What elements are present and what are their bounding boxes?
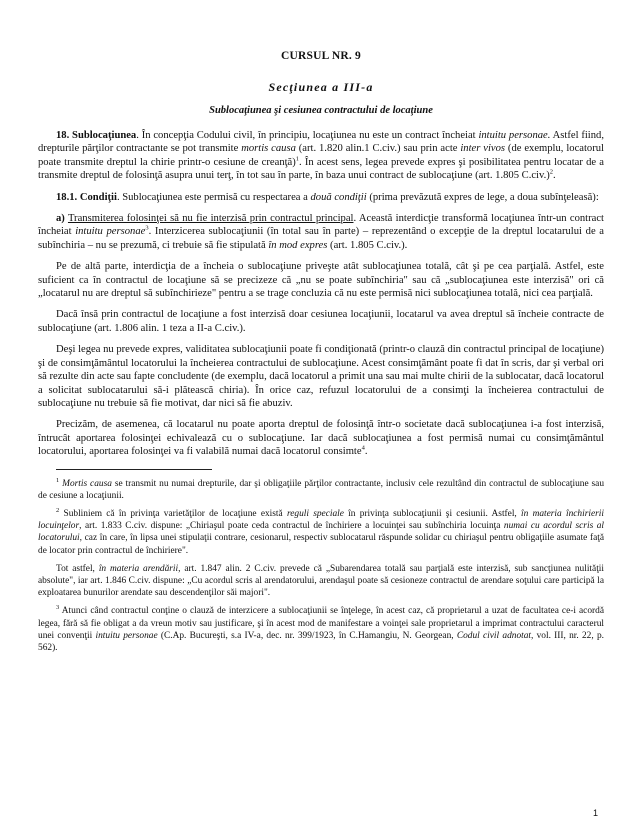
text: , art. 1.847 alin. 2 C.civ. prevede că „Subarendarea totală sau parţială este interzisă, sub sancţiunea nulităţii absolute", iar art. 1.846 C.civ. dispune: „Cu acordul scris al arendatorului, arendaşul poate să cesioneze contractul de arendare soţului care participă la exploatarea bunurilor arendate sau descendenţilor săi majori". [38, 563, 605, 599]
condition-a-heading: Transmiterea folosinţei să nu fie interzisă prin contractul principal [67, 213, 354, 225]
footnotes [38, 478, 604, 655]
emphasis: mortis causa [241, 143, 296, 155]
section-number-18-1: 18.1. Condiţii [56, 191, 117, 203]
text: (prima prevăzută expres de lege, a doua subînţeleasă): [366, 191, 599, 203]
footnote-ref-1[interactable]: 1 [295, 155, 300, 163]
text: Subliniem că în privinţa varietăţilor de locaţiune există [59, 508, 287, 519]
footnote-number: 2 [56, 506, 60, 514]
text: . Interzicerea sublocaţiunii (în total sau în parte) – reprezentând o excepţie de la dreptul locatarului de a subînchiria – nu se prezumă, ci trebuie să fie stipulată [38, 226, 604, 251]
footnote-2-continued [38, 563, 604, 600]
course-title: CURSUL NR. 9 [280, 50, 362, 62]
paragraph-interdictie: Pe de altă parte, interdicţia de a încheia o sublocaţiune priveşte atât sublocaţiunea totală, cât şi pe cea parţială. Astfel, este suficient ca în contractul de locaţiune să se precizeze că „nu se poate subînchiria" sau că „sublocaţiunea este interzisă" ori că „locatarul nu are dreptul să subînchirieze" pentru a se trage concluzia că nu este permisă nici sublocaţiunea totală, nici cea parţială. [38, 261, 604, 300]
paragraph-aport [38, 418, 604, 458]
text: Astfel fiind, drepturile părţilor contractante se pot transmite [38, 130, 604, 155]
text: Tot astfel, [56, 563, 99, 574]
emphasis: în materia închirierii locuinţelor [38, 508, 604, 532]
emphasis: inter vivos [460, 143, 506, 155]
paragraph-sublocatiunea [38, 129, 604, 183]
footnote-number: 3 [56, 604, 60, 612]
document-page [38, 50, 604, 660]
text: , caz în care, în lipsa unei stipulaţii contrare, cesionarul, respectiv sublocatarul răspunde solidar cu chiriaşul pentru obligaţiile asumate faţă de locator prin contractul de închiriere". [38, 533, 604, 556]
text: (de exemplu, locatorul poate transmite dreptul la chirie printr-o cesiune de creanţă) [38, 143, 604, 168]
section-title: Secţiunea a III-a [268, 80, 374, 94]
emphasis: două condiţii [310, 191, 367, 203]
text: se transmit nu numai drepturile, dar şi obligaţiile părţilor contractante, inclusiv cele rezultând din contractul de sublocaţiune sau de cesiune a locaţiunii. [38, 478, 605, 501]
footnote-ref-3[interactable]: 3 [145, 224, 149, 232]
emphasis: în mod expres [268, 239, 328, 251]
footnote-2 [38, 508, 604, 557]
text: . [553, 170, 556, 182]
text: (art. 1.820 alin.1 C.civ.) sau prin acte [295, 143, 461, 155]
document-body [38, 129, 604, 459]
text: . Sublocaţiunea este permisă cu respectarea a [116, 191, 311, 203]
paragraph-condition-a [38, 212, 604, 252]
text: . [364, 446, 368, 458]
text: . În concepţia Codului civil, în principiu, locaţiunea nu este un contract încheiat [136, 130, 479, 141]
text: Atunci când contractul conţine o clauză de interzicere a sublocaţiunii se înţelege, în acest caz, că proprietarul a uzat de facultatea ce-i acordă legea, fără să fie obligat a da vreun motiv sau justificare, şi în acest mod de manifestare a voinţei sale proprietarul a imprimat contractului caracterul unei convenţii [38, 606, 604, 641]
emphasis: Codul civil adnotat [456, 630, 532, 641]
footnote-1 [38, 478, 604, 502]
emphasis: în materia arendării [98, 563, 179, 574]
text: , vol. III, nr. 22, p. 562). [38, 630, 604, 653]
text: (C.Ap. Bucureşti, s.a IV-a, dec. nr. 399/1923, în C.Hamangiu, N. Georgean, [157, 630, 457, 641]
emphasis: numai cu acordul scris al locatorului [38, 521, 605, 544]
text: Precizăm, de asemenea, că locatarul nu poate aporta dreptul de folosinţă într-o societate dacă sublocaţiunea i-a fost interzisă, întrucât aportarea folosinţei echivalează cu o sublocaţiune. Iar dacă sublocaţiunea a fost permisă numai cu consimţământul locatorului, aportarea folosinţei va fi valabilă numai dacă locatorul consimte [38, 419, 604, 458]
paragraph-consimtamant: Deşi legea nu prevede expres, validitatea sublocaţiunii poate fi condiţionată (printr-o clauză din contractul principal de locaţiune) şi de consimţământul locatorului la încheierea contractului de sublocaţiune. Acest consimţământ poate fi dat în scris, dar şi verbal ori să rezulte din acte sau fapte concludente (de exemplu, dacă locatorul a primit una sau mai multe chirii de la sublocatar, dacă locatorul a solicitat sublocatarului să-i plătească chiria). În orice caz, refuzul locatorului de a consimţi la încheierea contractului de sublocaţiune nu trebuie să fie motivat, dar nici să fie abuziv. [38, 344, 604, 409]
text: în privinţa sublocaţiunii şi cesiunii. Astfel, [343, 508, 522, 519]
footnote-separator [56, 469, 212, 470]
emphasis: Mortis causa [62, 478, 112, 489]
footnote-number: 1 [56, 476, 60, 484]
section-subtitle: Sublocaţiunea şi cesiunea contractului de locaţiune [209, 105, 433, 116]
text: , art. 1.833 C.civ. dispune: „Chiriaşul poate ceda contractul de închiriere a locuinţei sau subînchiria locuinţa [79, 521, 504, 532]
paragraph-conditii [38, 191, 604, 204]
text: . Această interdicţie transformă locaţiunea într-un contract încheiat [38, 213, 605, 238]
footnote-3 [38, 605, 604, 654]
text: (art. 1.805 C.civ.). [327, 239, 408, 251]
page-number: 1 [592, 808, 598, 818]
section-number-18: 18. Sublocaţiunea [56, 130, 137, 141]
emphasis: reguli speciale [286, 508, 344, 519]
footnote-ref-2[interactable]: 2 [549, 168, 554, 176]
emphasis: intuitu personae [75, 226, 146, 238]
condition-label-a: a) [56, 213, 65, 225]
footnote-ref-4[interactable]: 4 [361, 444, 365, 452]
emphasis: intuitu personae. [478, 130, 551, 141]
emphasis: intuitu personae [95, 630, 158, 641]
paragraph-cesiune: Dacă însă prin contractul de locaţiune a fost interzisă doar cesiunea locaţiunii, locatarul va avea dreptul să încheie contracte de sublocaţiune (art. 1.806 alin. 1 teza a II-a C.civ.). [38, 309, 604, 334]
text: . În acest sens, legea prevede expres şi posibilitatea pentru locatar de a transmite dreptul de folosinţă asupra unui terţ, în tot sau în parte, în baza unui contract de sublocaţiune (art. 1.805 C.civ.) [38, 156, 604, 182]
